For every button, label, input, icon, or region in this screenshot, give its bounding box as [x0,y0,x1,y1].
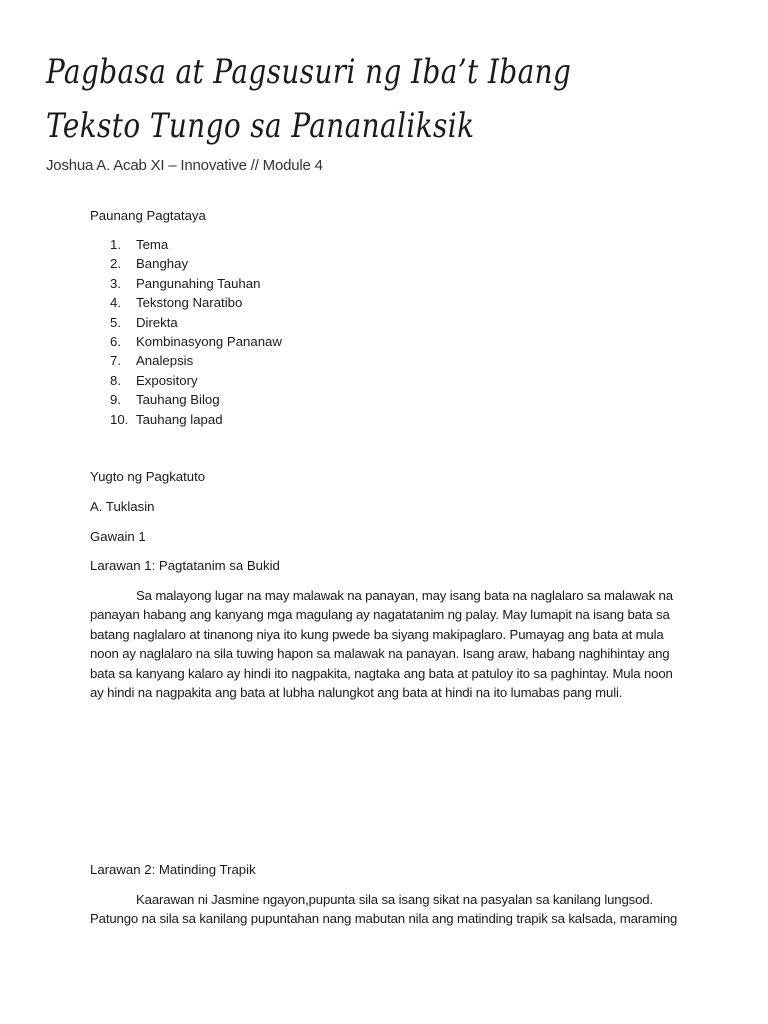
list-item [110,332,282,351]
document-title-line-2: Teksto Tungo sa Pananaliksik [46,106,475,146]
list-item-text: Pangunahing Tauhan [136,275,261,291]
list-item [110,313,282,332]
document-title-line-1: Pagbasa at Pagsusuri ng Iba’t Ibang [46,52,572,92]
picture-2-caption: Larawan 2: Matinding Trapik [90,862,256,877]
list-item [110,254,282,273]
list-item [110,410,282,429]
section-a-heading: A. Tuklasin [90,499,155,514]
author-subtitle: Joshua A. Acab XI – Innovative // Module 4 [46,157,323,174]
list-item-text: Kombinasyong Pananaw [136,333,282,349]
list-item-number: 6. [110,333,121,349]
list-item [110,293,282,312]
picture-1-caption: Larawan 1: Pagtatanim sa Bukid [90,558,280,573]
list-item-number: 7. [110,353,121,369]
list-item-text: Banghay [136,256,189,272]
list-item-number: 5. [110,314,121,330]
list-item-text: Direkta [136,314,178,330]
list-item [110,351,282,370]
pre-test-heading: Paunang Pagtataya [90,208,206,223]
list-item [110,371,282,390]
list-item-text: Tekstong Naratibo [136,295,243,311]
pre-test-answer-list [110,235,282,429]
picture-2-paragraph: Kaarawan ni Jasmine ngayon,pupunta sila sa isang sikat na pasyalan sa kanilang lungsod. Patungo na sila sa kanilang pupuntahan nang mabutan nila ang matinding trapik sa kalsada, maraming [90,892,678,927]
list-item-text: Expository [136,372,198,388]
learning-stage-heading: Yugto ng Pagkatuto [90,469,206,484]
list-item-text: Tauhang Bilog [136,392,220,408]
list-item-number: 2. [110,256,121,272]
list-item-number: 4. [110,295,121,311]
picture-1-paragraph: Sa malayong lugar na may malawak na panayan, may isang bata na naglalaro sa malawak na panayan habang ang kanyang mga magulang ay nagatatanim ng palay. May lumapit na isang bata sa batang naglalaro at tinanong niya ito kung pwede ba siyang makipaglaro. Pumayag ang bata at mula noon ay naglalaro na sila tuwing hapon sa malawak na panayan. Isang araw, habang naghihintay ang bata sa kanyang kalaro ay hindi ito nagpakita, nagtaka ang bata at patuloy ito sa paghintay. Mula noon ay hindi na nagpakita ang bata at lubha nalungkot ang bata at hindi na ito lumabas pang muli. [90,588,673,701]
list-item-number: 10. [110,411,129,427]
list-item-number: 1. [110,237,121,252]
list-item-text: Analepsis [136,353,194,369]
activity-heading: Gawain 1 [90,529,146,544]
list-item [110,390,282,409]
list-item [110,235,282,254]
list-item-number: 9. [110,392,121,408]
list-item-number: 8. [110,372,121,388]
list-item [110,274,282,293]
list-item-number: 3. [110,275,121,291]
list-item-text: Tema [136,237,169,252]
list-item-text: Tauhang lapad [136,411,223,427]
